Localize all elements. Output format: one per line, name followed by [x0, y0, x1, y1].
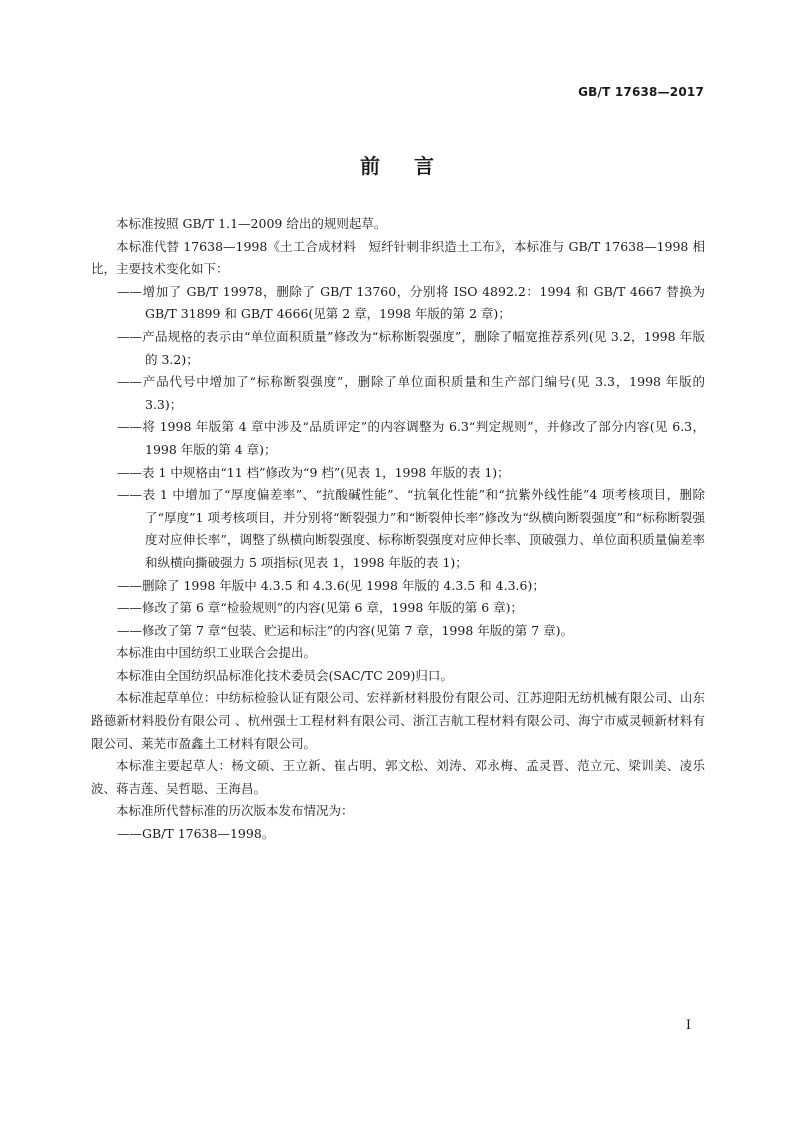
- list-item: ——表 1 中规格由“11 档”修改为“9 档”(见表 1，1998 年版的表 1)；: [117, 464, 510, 480]
- list-item: ——GB/T 17638—1998。: [117, 826, 275, 842]
- page-title: 前言: [360, 154, 468, 178]
- changes-list: [91, 281, 705, 643]
- page-number: I: [685, 1018, 691, 1033]
- drafting-units-paragraph: 本标准起草单位：中纺标检验认证有限公司、宏祥新材料股份有限公司、江苏迎阳无纺机械有限公司、山东路德新材料股份有限公司 、杭州强士工程材料有限公司、浙江吉航工程材料有限公司、海宁市威灵顿新材料有限公司、莱芜市盈鑫土工材料有限公司。: [91, 690, 705, 751]
- drafters-paragraph: 本标准主要起草人：杨文硕、王立新、崔占明、郭文松、刘涛、邓永梅、孟灵晋、范立元、梁训美、凌乐波、蒋吉莲、吴哲聪、王海昌。: [91, 758, 705, 796]
- standard-number: GB/T 17638—2017: [578, 85, 704, 99]
- list-item: ——修改了第 7 章“包装、贮运和标注”的内容(见第 7 章，1998 年版的第 7 章)。: [117, 622, 574, 638]
- list-item: ——修改了第 6 章“检验规则”的内容(见第 6 章，1998 年版的第 6 章)；: [117, 600, 524, 616]
- list-item: ——增加了 GB/T 19978，删除了 GB/T 13760，分别将 ISO 4892.2：1994 和 GB/T 4667 替换为 GB/T 31899 和 GB/T 4666(见第 2 章，1998 年版的第 2 章)；: [117, 283, 705, 322]
- replacement-paragraph: 本标准代替 17638—1998《土工合成材料 短纤针刺非织造土工布》，本标准与 GB/T 17638—1998 相比，主要技术变化如下：: [91, 238, 705, 277]
- history-list: [91, 823, 705, 846]
- list-item: ——表 1 中增加了“厚度偏差率”、“抗酸碱性能”、“抗氧化性能”和“抗紫外线性能”4 项考核项目，删除了“厚度”1 项考核项目，并分别将“断裂强力”和“断裂伸长率”修改为“纵横向断裂强度”和“标称断裂强度对应伸长率”，调整了纵横向断裂强度、标称断裂强度对应伸长率、顶破强力、单位面积质量偏差率和纵横向撕破强力 5 项指标(见表 1，1998 年版的表 1)；: [117, 487, 705, 570]
- proposer-paragraph: 本标准由中国纺织工业联合会提出。: [116, 645, 317, 661]
- list-item: ——删除了 1998 年版中 4.3.5 和 4.3.6(见 1998 年版的 4.3.5 和 4.3.6)；: [117, 577, 545, 593]
- drafting-rules-paragraph: 本标准按照 GB/T 1.1—2009 给出的规则起草。: [116, 216, 387, 231]
- committee-paragraph: 本标准由全国纺织品标准化技术委员会(SAC/TC 209)归口。: [116, 667, 453, 683]
- history-intro-paragraph: 本标准所代替标准的历次版本发布情况为：: [116, 803, 354, 819]
- list-item: ——产品代号中增加了“标称断裂强度”，删除了单位面积质量和生产部门编号(见 3.3，1998 年版的 3.3)；: [117, 374, 705, 412]
- list-item: ——将 1998 年版第 4 章中涉及“品质评定”的内容调整为 6.3“判定规则”，并修改了部分内容(见 6.3，1998 年版的第 4 章)；: [117, 419, 705, 457]
- list-item: ——产品规格的表示由“单位面积质量”修改为“标称断裂强度”，删除了幅宽推荐系列(见 3.2，1998 年版的 3.2)；: [117, 328, 705, 367]
- foreword-body: [91, 213, 705, 846]
